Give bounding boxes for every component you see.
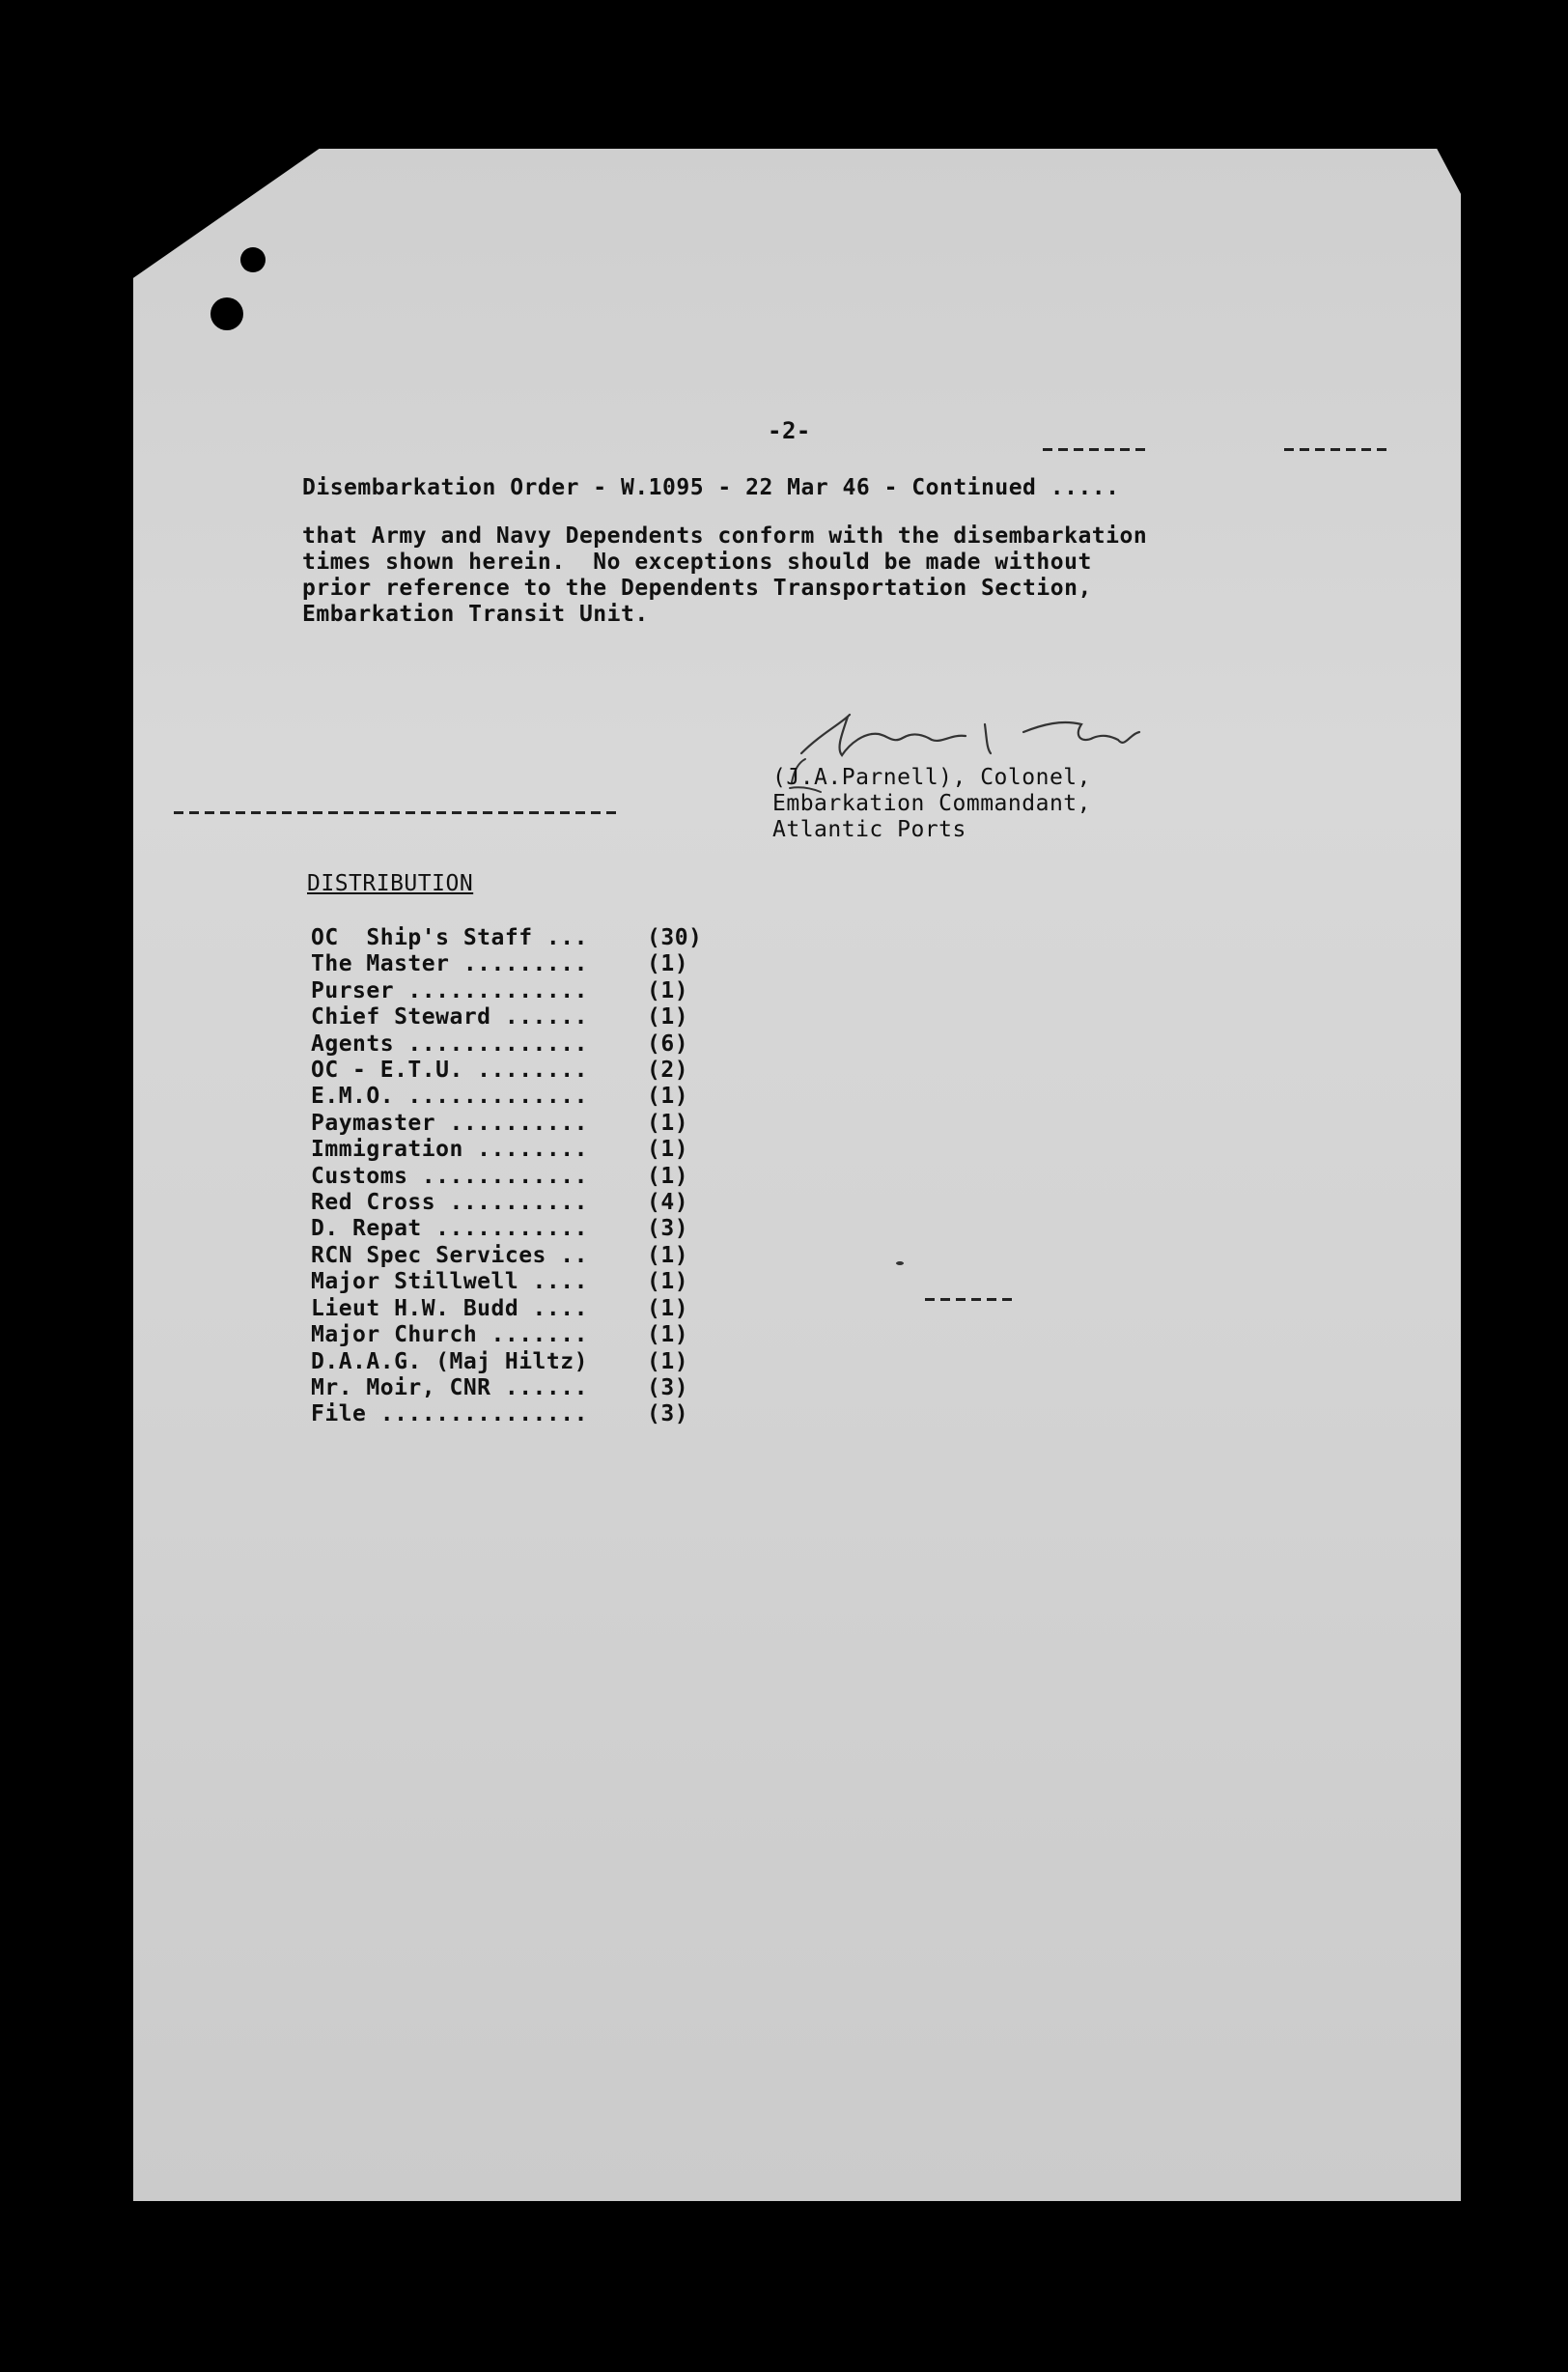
page-number: -2- bbox=[768, 417, 811, 444]
scan-artifact-line bbox=[1043, 448, 1149, 451]
signature-block bbox=[772, 765, 1091, 843]
distribution-recipient: Red Cross .......... bbox=[311, 1190, 588, 1216]
distribution-row bbox=[311, 1375, 705, 1401]
distribution-recipient: File ............... bbox=[311, 1401, 588, 1427]
distribution-count: (1) bbox=[647, 1163, 689, 1189]
distribution-recipient: Major Church ....... bbox=[311, 1322, 588, 1348]
scan-speck bbox=[896, 1261, 904, 1265]
distribution-recipient: Immigration ........ bbox=[311, 1137, 588, 1163]
distribution-recipient: Paymaster .......... bbox=[311, 1110, 588, 1136]
scan-artifact-line bbox=[1284, 448, 1390, 451]
body-line: prior reference to the Dependents Transportation Section, bbox=[302, 576, 1092, 601]
order-heading: Disembarkation Order - W.1095 - 22 Mar 46 - Continued ..... bbox=[302, 475, 1120, 500]
distribution-recipient: OC - E.T.U. ........ bbox=[311, 1058, 588, 1084]
distribution-title: DISTRIBUTION bbox=[307, 871, 474, 896]
distribution-count: (1) bbox=[647, 1137, 689, 1163]
signatory-location: Atlantic Ports bbox=[772, 817, 966, 842]
distribution-row bbox=[311, 1401, 705, 1427]
distribution-recipient: Purser ............. bbox=[311, 977, 588, 1003]
distribution-list bbox=[311, 925, 705, 1428]
distribution-count: (1) bbox=[647, 1110, 689, 1136]
distribution-row bbox=[311, 925, 705, 951]
signatory-title: Embarkation Commandant, bbox=[772, 791, 1091, 816]
distribution-count: (3) bbox=[647, 1374, 689, 1400]
scan-artifact-line bbox=[174, 811, 618, 814]
distribution-recipient: RCN Spec Services .. bbox=[311, 1242, 588, 1268]
distribution-recipient: D. Repat ........... bbox=[311, 1216, 588, 1242]
distribution-count: (1) bbox=[647, 977, 689, 1003]
body-paragraph bbox=[302, 523, 1345, 628]
distribution-row bbox=[311, 951, 705, 977]
distribution-row bbox=[311, 1296, 705, 1322]
distribution-row bbox=[311, 1190, 705, 1216]
distribution-row bbox=[311, 1243, 705, 1269]
distribution-recipient: D.A.A.G. (Maj Hiltz) bbox=[311, 1348, 588, 1374]
scan-artifact-line bbox=[925, 1298, 1014, 1301]
distribution-row bbox=[311, 1084, 705, 1110]
distribution-count: (2) bbox=[647, 1058, 689, 1084]
distribution-count: (6) bbox=[647, 1031, 689, 1057]
distribution-row bbox=[311, 1164, 705, 1190]
distribution-recipient: The Master ......... bbox=[311, 951, 588, 977]
distribution-recipient: Customs ............ bbox=[311, 1163, 588, 1189]
distribution-row bbox=[311, 1322, 705, 1348]
distribution-recipient: OC Ship's Staff ... bbox=[311, 925, 588, 950]
distribution-count: (1) bbox=[647, 1004, 689, 1031]
distribution-recipient: Chief Steward ...... bbox=[311, 1004, 588, 1031]
distribution-row bbox=[311, 1349, 705, 1375]
distribution-row bbox=[311, 1004, 705, 1031]
distribution-recipient: Mr. Moir, CNR ...... bbox=[311, 1374, 588, 1400]
body-line: times shown herein. No exceptions should be made without bbox=[302, 550, 1092, 575]
distribution-count: (3) bbox=[647, 1216, 689, 1242]
body-line: Embarkation Transit Unit. bbox=[302, 602, 649, 627]
distribution-row bbox=[311, 1216, 705, 1242]
distribution-count: (1) bbox=[647, 1295, 689, 1321]
distribution-count: (1) bbox=[647, 1322, 689, 1348]
distribution-count: (1) bbox=[647, 1084, 689, 1110]
distribution-count: (1) bbox=[647, 1242, 689, 1268]
distribution-row bbox=[311, 1031, 705, 1058]
distribution-count: (30) bbox=[647, 925, 703, 950]
punch-hole-top bbox=[240, 247, 266, 272]
distribution-count: (1) bbox=[647, 951, 689, 977]
distribution-recipient: E.M.O. ............. bbox=[311, 1084, 588, 1110]
punch-hole-bottom bbox=[210, 297, 243, 330]
distribution-row bbox=[311, 1269, 705, 1295]
distribution-count: (1) bbox=[647, 1269, 689, 1295]
distribution-count: (1) bbox=[647, 1348, 689, 1374]
distribution-recipient: Agents ............. bbox=[311, 1031, 588, 1057]
distribution-recipient: Major Stillwell .... bbox=[311, 1269, 588, 1295]
distribution-count: (3) bbox=[647, 1401, 689, 1427]
signatory-name: (J.A.Parnell), Colonel, bbox=[772, 765, 1091, 790]
distribution-recipient: Lieut H.W. Budd .... bbox=[311, 1295, 588, 1321]
body-line: that Army and Navy Dependents conform with the disembarkation bbox=[302, 523, 1148, 549]
distribution-row bbox=[311, 978, 705, 1004]
distribution-row bbox=[311, 1111, 705, 1137]
distribution-row bbox=[311, 1058, 705, 1084]
distribution-count: (4) bbox=[647, 1190, 689, 1216]
distribution-row bbox=[311, 1137, 705, 1163]
